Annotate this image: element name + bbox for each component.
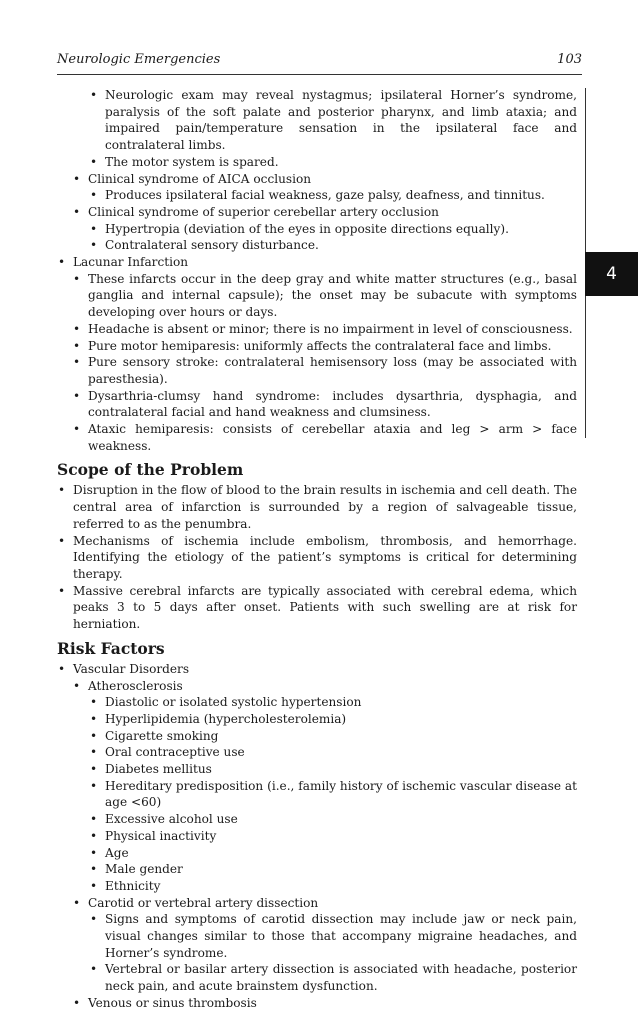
list-item: • Male gender <box>57 861 577 878</box>
list-item: • Diabetes mellitus <box>57 761 577 778</box>
intro-list <box>57 87 577 454</box>
list-item: • Excessive alcohol use <box>57 811 577 828</box>
list-item: • Diastolic or isolated systolic hypertension <box>57 694 577 711</box>
list-item: • Vascular Disorders <box>57 661 577 678</box>
list-item: • Clinical syndrome of superior cerebellar artery occlusion <box>57 204 577 221</box>
list-item: • Venous or sinus thrombosis <box>57 995 577 1012</box>
list-item: • These infarcts occur in the deep gray and white matter structures (e.g., basal ganglia and internal capsule); the onset may be subacute with symptoms developing over hours or days. <box>57 271 577 321</box>
list-item: • Pure motor hemiparesis: uniformly affects the contralateral face and limbs. <box>57 338 577 355</box>
list-item: • Age <box>57 845 577 862</box>
section-heading-scope: Scope of the Problem <box>57 460 244 480</box>
list-item: • Signs and symptoms of carotid dissection may include jaw or neck pain, visual changes similar to those that accompany migraine headaches, and Horner’s syndrome. <box>57 911 577 961</box>
page-number: 103 <box>557 52 582 67</box>
list-item: • Massive cerebral infarcts are typically associated with cerebral edema, which peaks 3 to 5 days after onset. Patients with such swelling are at risk for herniation. <box>57 583 577 633</box>
list-item: • Ethnicity <box>57 878 577 895</box>
running-header <box>57 50 582 75</box>
list-item: • Mechanisms of ischemia include embolism, thrombosis, and hemorrhage. Identifying the etiology of the patient’s symptoms is critical for determining therapy. <box>57 533 577 583</box>
page-body <box>57 87 577 1012</box>
scope-list <box>57 482 577 632</box>
list-item: • Produces ipsilateral facial weakness, gaze palsy, deafness, and tinnitus. <box>57 187 577 204</box>
risk-factors-list <box>57 661 577 1012</box>
list-item: • Dysarthria-clumsy hand syndrome: includes dysarthria, dysphagia, and contralateral facial and hand weakness and clumsiness. <box>57 388 577 421</box>
list-item: • Cigarette smoking <box>57 728 577 745</box>
section-heading-risk-factors: Risk Factors <box>57 638 165 658</box>
list-item: • Neurologic exam may reveal nystagmus; ipsilateral Horner’s syndrome, paralysis of the soft palate and posterior pharynx, and limb ataxia; and impaired pain/temperature sensation in the ipsilateral face and contralateral limbs. <box>57 87 577 154</box>
list-item: • Physical inactivity <box>57 828 577 845</box>
list-item: • Lacunar Infarction <box>57 254 577 271</box>
list-item: • Vertebral or basilar artery dissection is associated with headache, posterior neck pain, and acute brainstem dysfunction. <box>57 961 577 994</box>
list-item: • Clinical syndrome of AICA occlusion <box>57 171 577 188</box>
list-item: • Oral contraceptive use <box>57 744 577 761</box>
list-item: • Contralateral sensory disturbance. <box>57 237 577 254</box>
list-item: • Hypertropia (deviation of the eyes in opposite directions equally). <box>57 221 577 238</box>
list-item: • Headache is absent or minor; there is no impairment in level of consciousness. <box>57 321 577 338</box>
chapter-tab: 4 <box>585 252 638 296</box>
running-title: Neurologic Emergencies <box>57 52 221 67</box>
list-item: • Disruption in the flow of blood to the brain results in ischemia and cell death. The central area of infarction is surrounded by a region of salvageable tissue, referred to as the penumbra. <box>57 482 577 532</box>
list-item: • Hyperlipidemia (hypercholesterolemia) <box>57 711 577 728</box>
list-item: • Carotid or vertebral artery dissection <box>57 895 577 912</box>
list-item: • Pure sensory stroke: contralateral hemisensory loss (may be associated with paresthesia). <box>57 354 577 387</box>
list-item: • Ataxic hemiparesis: consists of cerebellar ataxia and leg > arm > face weakness. <box>57 421 577 454</box>
list-item: • Atherosclerosis <box>57 678 577 695</box>
list-item: • Hereditary predisposition (i.e., family history of ischemic vascular disease at age <60) <box>57 778 577 811</box>
list-item: • The motor system is spared. <box>57 154 577 171</box>
